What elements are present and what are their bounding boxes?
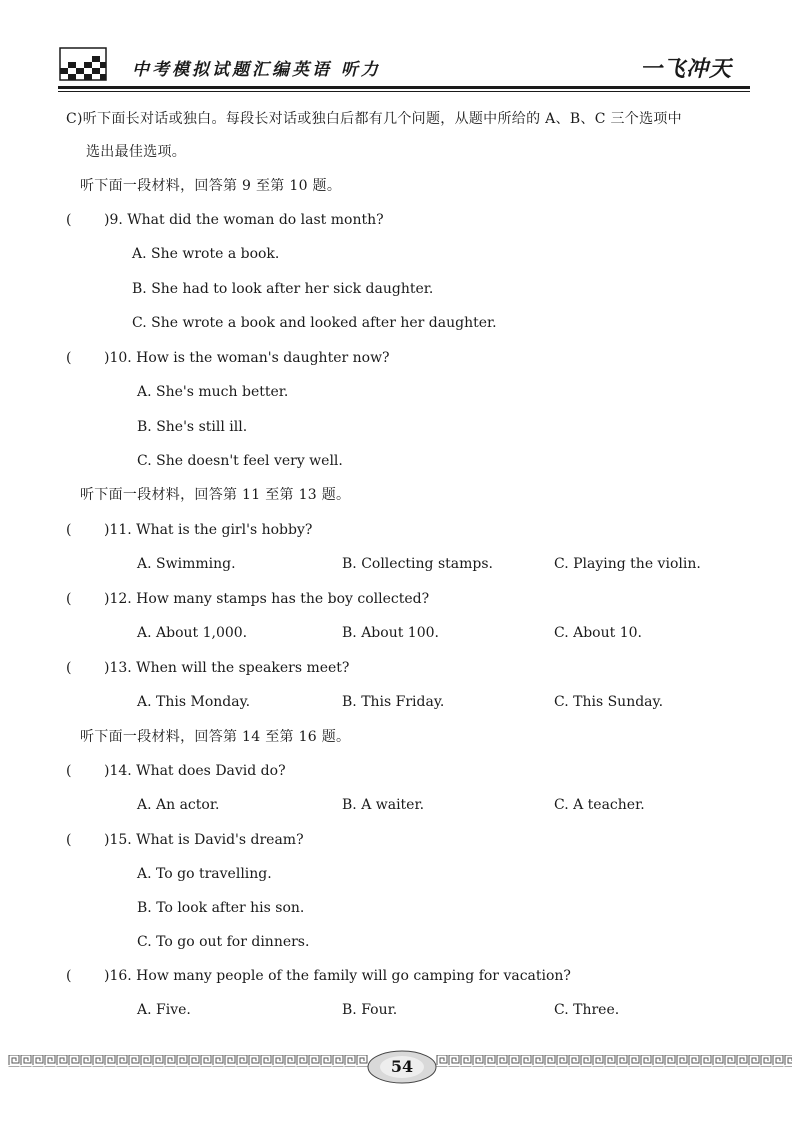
book-title: 中考模拟试题汇编英语 听力	[132, 60, 381, 80]
answer-blank[interactable]: (	[66, 660, 72, 676]
option-b: B. Collecting stamps.	[342, 556, 493, 572]
option-a: A. Swimming.	[137, 556, 236, 572]
option-b: B. About 100.	[342, 625, 439, 641]
option-a: A. Five.	[137, 1002, 191, 1018]
option-c: C. She doesn't feel very well.	[137, 453, 343, 469]
question-stem: )12. How many stamps has the boy collected?	[104, 591, 430, 607]
section-instruction-cont: 选出最佳选项。	[86, 144, 187, 160]
option-c: C. Three.	[554, 1002, 620, 1018]
question-stem: )11. What is the girl's hobby?	[104, 522, 313, 538]
decorative-border-right-icon	[436, 1054, 792, 1068]
answer-blank[interactable]: (	[66, 591, 72, 607]
option-b: B. She's still ill.	[137, 419, 248, 435]
answer-blank[interactable]: (	[66, 522, 72, 538]
option-a: A. This Monday.	[137, 694, 251, 710]
answer-blank[interactable]: (	[66, 350, 72, 366]
question-stem: )16. How many people of the family will go camping for vacation?	[104, 968, 571, 984]
question-stem: )9. What did the woman do last month?	[104, 212, 384, 228]
question-stem: )13. When will the speakers meet?	[104, 660, 350, 676]
option-c: C. Playing the violin.	[554, 556, 701, 572]
option-c: C. About 10.	[554, 625, 642, 641]
group-intro: 听下面一段材料，回答第 9 至第 10 题。	[80, 178, 342, 194]
decorative-border-left-icon	[8, 1054, 368, 1068]
group-intro: 听下面一段材料，回答第 14 至第 16 题。	[80, 729, 351, 745]
option-b: B. Four.	[342, 1002, 398, 1018]
answer-blank[interactable]: (	[66, 763, 72, 779]
option-a: A. To go travelling.	[137, 866, 272, 882]
option-c: C. She wrote a book and looked after her daughter.	[132, 315, 497, 331]
option-a: A. She's much better.	[137, 384, 289, 400]
group-intro: 听下面一段材料，回答第 11 至第 13 题。	[80, 487, 351, 503]
option-c: C. A teacher.	[554, 797, 645, 813]
answer-blank[interactable]: (	[66, 212, 72, 228]
option-b: B. To look after his son.	[137, 900, 305, 916]
page-number: 54	[390, 1057, 414, 1076]
option-a: A. An actor.	[137, 797, 220, 813]
option-c: C. This Sunday.	[554, 694, 664, 710]
option-b: B. This Friday.	[342, 694, 445, 710]
question-stem: )10. How is the woman's daughter now?	[104, 350, 390, 366]
option-a: A. About 1,000.	[137, 625, 248, 641]
option-a: A. She wrote a book.	[132, 246, 280, 262]
brand-logo-text: 一飞冲天	[640, 57, 733, 82]
option-b: B. A waiter.	[342, 797, 425, 813]
question-stem: )14. What does David do?	[104, 763, 286, 779]
answer-blank[interactable]: (	[66, 968, 72, 984]
question-stem: )15. What is David's dream?	[104, 832, 304, 848]
answer-blank[interactable]: (	[66, 832, 72, 848]
section-instruction: C)听下面长对话或独白。每段长对话或独白后都有几个问题，从题中所给的 A、B、C 三个选项中	[66, 111, 682, 127]
option-b: B. She had to look after her sick daughter.	[132, 281, 434, 297]
option-c: C. To go out for dinners.	[137, 934, 310, 950]
